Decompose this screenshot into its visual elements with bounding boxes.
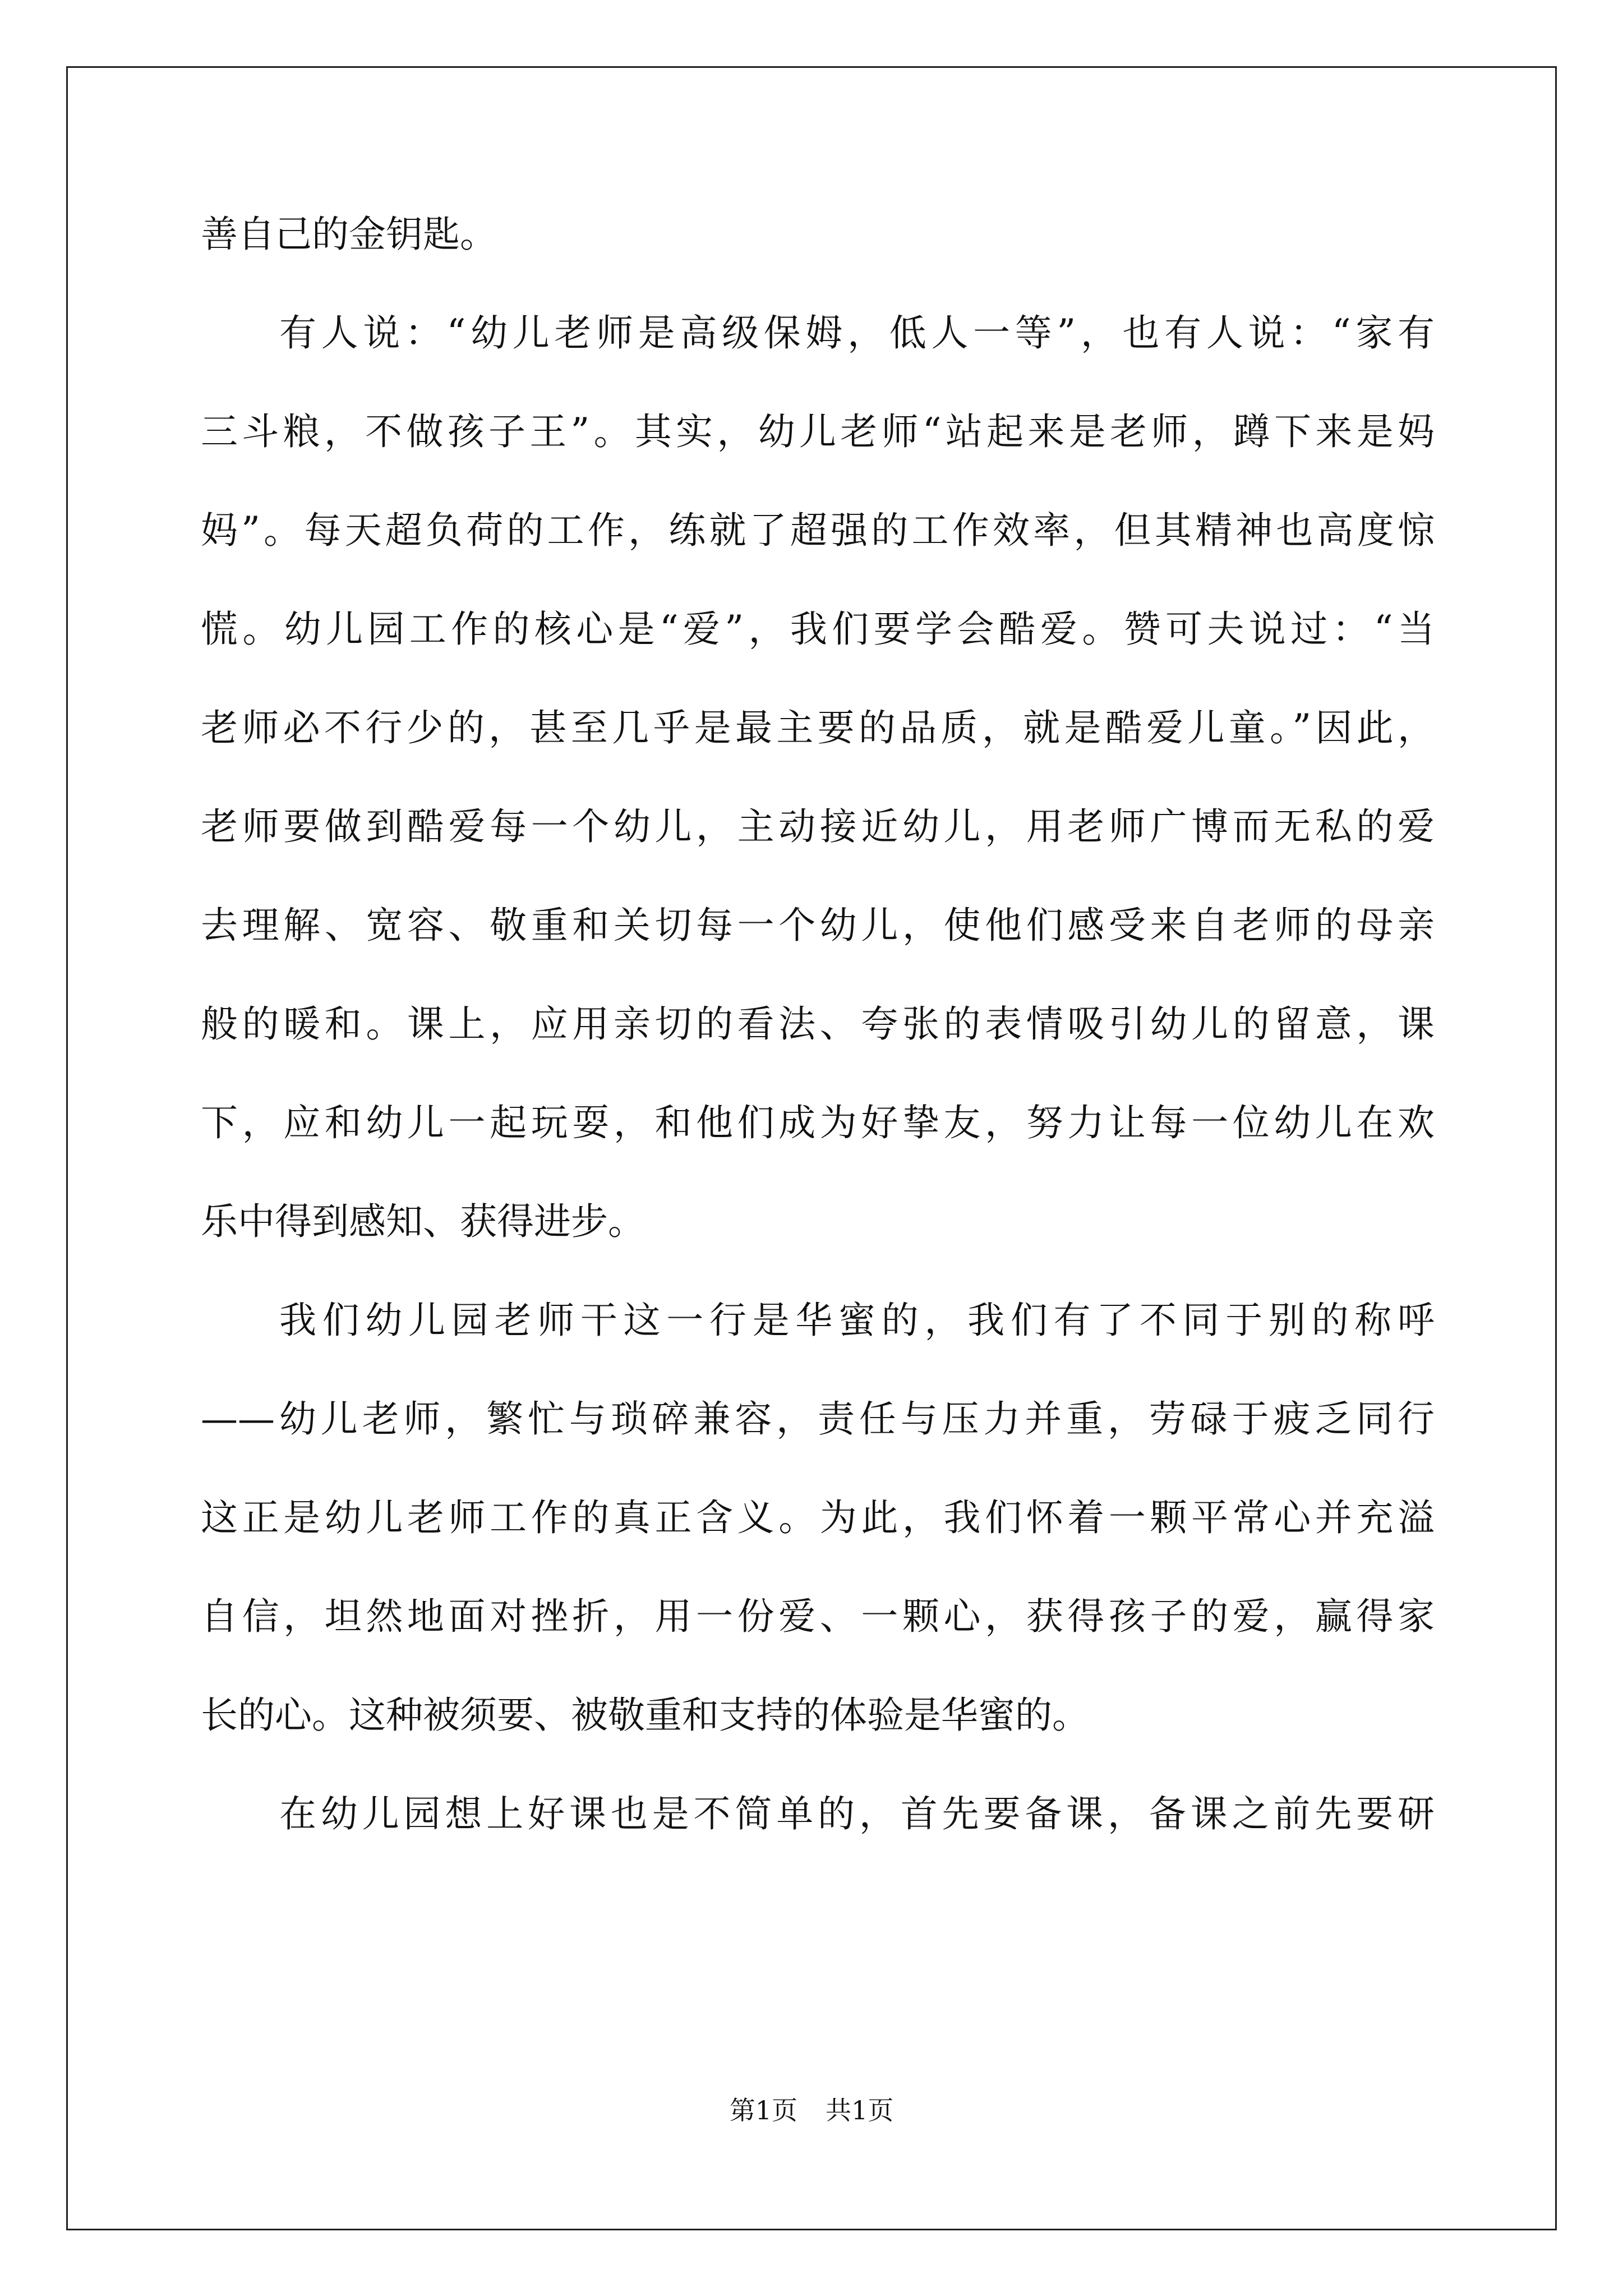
body-line-7: 老师要做到酷爱每一个幼儿，主动接近幼儿，用老师广博而无私的爱 [201, 805, 1435, 848]
body-line-3: 三斗粮，不做孩子王”。其实，幼儿老师“站起来是老师，蹲下来是妈 [201, 410, 1435, 453]
body-line-13: ——幼儿老师，繁忙与琐碎兼容，责任与压力并重，劳碌于疲乏同行 [201, 1397, 1435, 1441]
body-line-4: 妈”。每天超负荷的工作，练就了超强的工作效率，但其精神也高度惊 [201, 509, 1435, 552]
body-line-8: 去理解、宽容、敬重和关切每一个幼儿，使他们感受来自老师的母亲 [201, 904, 1435, 947]
body-line-14: 这正是幼儿老师工作的真正含义。为此，我们怀着一颗平常心并充溢 [201, 1496, 1435, 1539]
body-line-11: 乐中得到感知、获得进步。 [201, 1200, 645, 1243]
body-line-17: 在幼儿园想上好课也是不简单的，首先要备课，备课之前先要研 [279, 1792, 1435, 1835]
body-line-15: 自信，坦然地面对挫折，用一份爱、一颗心，获得孩子的爱，赢得家 [201, 1595, 1435, 1638]
page-footer [0, 2093, 1623, 2127]
body-line-1: 善自己的金钥匙。 [201, 213, 497, 256]
page-number-total: 共1页 [826, 2095, 894, 2125]
page-number-current: 第1页 [729, 2095, 797, 2125]
document-body [201, 185, 1435, 1864]
body-line-2: 有人说：“幼儿老师是高级保姆，低人一等”，也有人说：“家有 [279, 311, 1435, 355]
body-line-10: 下，应和幼儿一起玩耍，和他们成为好挚友，努力让每一位幼儿在欢 [201, 1101, 1435, 1144]
body-line-6: 老师必不行少的，甚至几乎是最主要的品质，就是酷爱儿童。”因此， [201, 706, 1435, 749]
body-line-12: 我们幼儿园老师干这一行是华蜜的，我们有了不同于别的称呼 [279, 1299, 1435, 1342]
body-line-9: 般的暖和。课上，应用亲切的看法、夸张的表情吸引幼儿的留意，课 [201, 1002, 1435, 1046]
body-line-16: 长的心。这种被须要、被敬重和支持的体验是华蜜的。 [201, 1694, 1089, 1737]
body-line-5: 慌。幼儿园工作的核心是“爱”，我们要学会酷爱。赞可夫说过：“当 [201, 608, 1435, 651]
